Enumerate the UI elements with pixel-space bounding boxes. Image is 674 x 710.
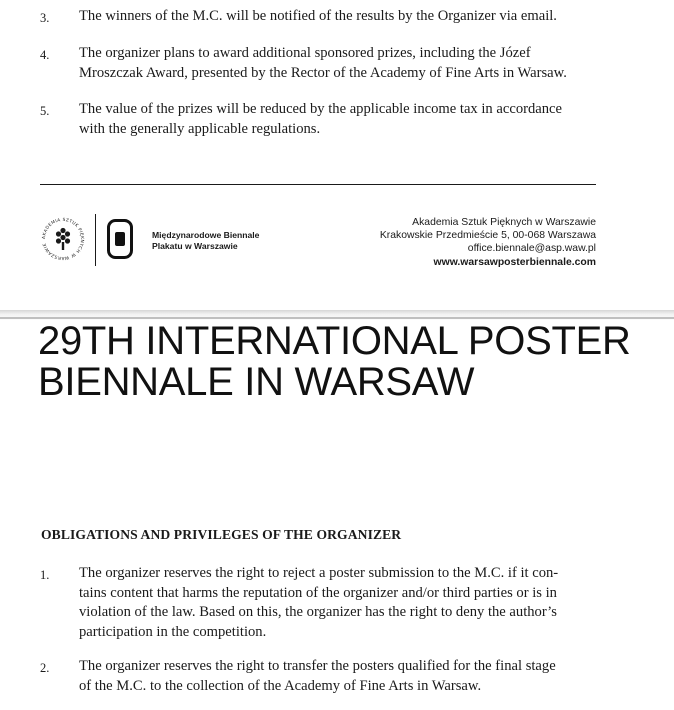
- list-item-number: 1.: [40, 568, 50, 582]
- contact-block: [380, 216, 596, 269]
- list-item-number: 4.: [40, 48, 50, 62]
- section-heading: OBLIGATIONS AND PRIVILEGES OF THE ORGANIZER: [41, 527, 402, 542]
- pdf-page-previous: [0, 0, 674, 312]
- page-break-line: [0, 317, 674, 319]
- footer-logo-divider: [95, 214, 96, 266]
- list-item-text: The organizer reserves the right to reject a poster submission to the M.C. if it con- tains content that harms the reputation of the organizer and/or third parties or is in violation of the law. Based on this, the organizer has the right to deny the author’s participation in the competition.: [79, 565, 559, 640]
- academy-seal-logo: [38, 213, 88, 265]
- list-item-text: The winners of the M.C. will be notified of the results by the Organizer via email.: [79, 8, 557, 24]
- list-item-text: The organizer reserves the right to transfer the posters qualified for the final stage of the M.C. to the collection of the Academy of Fine Arts in Warsaw.: [79, 658, 556, 694]
- contact-address: Krakowskie Przedmieście 5, 00-068 Warszawa: [379, 230, 596, 242]
- list-item-text: The value of the prizes will be reduced by the applicable income tax in accordance with the generally applicable regulations.: [79, 101, 562, 137]
- contact-institution: Akademia Sztuk Pięknych w Warszawie: [412, 217, 596, 228]
- list-item-number: 5.: [40, 104, 50, 118]
- contact-website[interactable]: www.warsawposterbiennale.com: [433, 256, 596, 268]
- list-item-text: The organizer plans to award additional sponsored prizes, including the Józef Mroszczak Award, presented by the Rector of the Academy of Fine Arts in Warsaw.: [79, 45, 567, 81]
- list-item-number: 2.: [40, 661, 50, 675]
- svg-text:AKADEMIA SZTUK PIĘKNYCH W WARS: AKADEMIA SZTUK PIĘKNYCH W WARSZAWIE: [41, 217, 85, 261]
- contact-email[interactable]: office.biennale@asp.waw.pl: [467, 243, 596, 255]
- biennale-logo-text: Międzynarodowe Biennale Plakatu w Warszawie: [152, 230, 260, 251]
- footer-divider: [40, 184, 596, 185]
- biennale-logo-icon: [107, 219, 133, 259]
- list-item-number: 3.: [40, 11, 50, 25]
- pdf-page-current: [0, 320, 674, 710]
- document-title: 29TH INTERNATIONAL POSTER BIENNALE IN WARSAW: [38, 320, 631, 404]
